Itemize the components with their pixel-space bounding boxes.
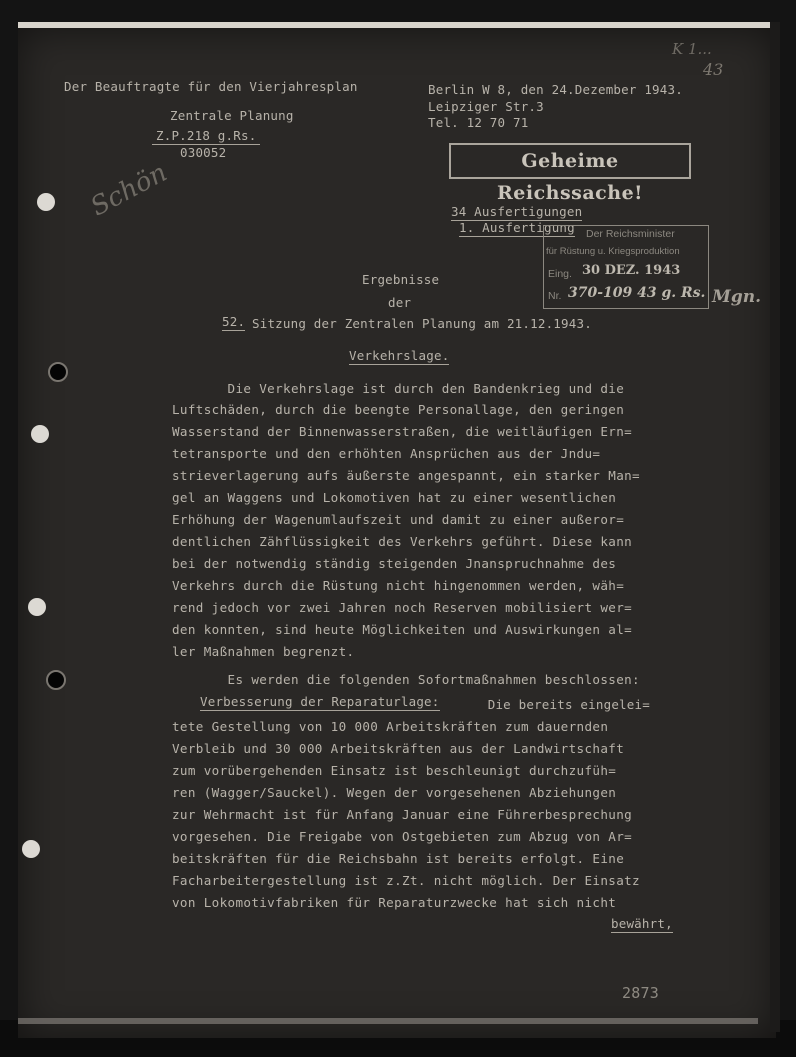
receipt-stamp — [543, 225, 709, 309]
body-line: Verbleib und 30 000 Arbeitskräften aus der Landwirtschaft — [172, 741, 625, 756]
body-line: bei der notwendig ständig steigenden Jnanspruchnahme des — [172, 556, 617, 571]
punch-hole-icon — [31, 425, 49, 443]
body-line: den konnten, sind heute Möglichkeiten und Auswirkungen al= — [172, 622, 633, 637]
body-line: zur Wehrmacht ist für Anfang Januar eine Führerbesprechung — [172, 807, 633, 822]
title-line-1: Ergebnisse — [362, 272, 440, 287]
phone-line: Tel. 12 70 71 — [428, 115, 529, 130]
title-line-3: Sitzung der Zentralen Planung am 21.12.1943. — [252, 316, 592, 331]
place-and-date: Berlin W 8, den 24.Dezember 1943. — [428, 82, 683, 97]
punch-hole-icon — [46, 670, 66, 690]
stamp-nr-value: 370-109 43 g. Rs. — [568, 285, 706, 301]
page-number: 2873 — [622, 984, 659, 1002]
body-line: Facharbeitergestellung ist z.Zt. nicht möglich. Der Einsatz — [172, 873, 640, 888]
body-line: Die bereits eingelei= — [480, 697, 650, 712]
page-edge — [770, 22, 780, 1032]
body-line: tetransporte und den erhöhten Ansprüchen aus der Jndu= — [172, 446, 601, 461]
body-line: von Lokomotivfabriken für Reparaturzwecke hat sich nicht — [172, 895, 617, 910]
punch-hole-icon — [22, 840, 40, 858]
body-line: strieverlagerung aufs äußerste angespannt, ein starker Man= — [172, 468, 640, 483]
page-turn-word: bewährt, — [611, 916, 673, 931]
body-line: Verkehrs durch die Rüstung nicht hingenommen werden, wäh= — [172, 578, 625, 593]
meeting-number: 52. — [222, 314, 246, 329]
reference-number-secondary: 030052 — [180, 145, 227, 160]
body-line: ren (Wagger/Sauckel). Wegen der vorgesehenen Abziehungen — [172, 785, 617, 800]
issuer-line: Der Beauftragte für den Vierjahresplan — [64, 79, 358, 94]
body-line: Es werden die folgenden Sofortmaßnahmen beschlossen: — [172, 672, 640, 687]
body-line: rend jedoch vor zwei Jahren noch Reserven mobilisiert wer= — [172, 600, 633, 615]
body-line: Luftschäden, durch die beengte Personallage, den geringen — [172, 402, 625, 417]
body-line: vorgesehen. Die Freigabe von Ostgebieten zum Abzug von Ar= — [172, 829, 633, 844]
body-line: Erhöhung der Wagenumlaufszeit und damit zu einer außeror= — [172, 512, 625, 527]
department-line: Zentrale Planung — [170, 108, 294, 123]
stamp-line-2: für Rüstung u. Kriegsproduktion — [546, 246, 680, 257]
body-line: gel an Waggens und Lokomotiven hat zu einer wesentlichen — [172, 490, 617, 505]
subsection-heading: Verbesserung der Reparaturlage: — [200, 694, 440, 709]
punch-hole-icon — [37, 193, 55, 211]
section-heading: Verkehrslage. — [349, 348, 450, 363]
copy-number: 1. Ausfertigung — [459, 220, 575, 235]
body-line: Die Verkehrslage ist durch den Bandenkrieg und die — [172, 381, 625, 396]
punch-hole-icon — [48, 362, 68, 382]
corner-mark-top: K 1... — [672, 40, 712, 58]
corner-mark-page: 43 — [703, 60, 724, 79]
stamp-line-1: Der Reichsminister — [586, 228, 675, 240]
body-line: dentlichen Zähflüssigkeit des Verkehrs geführt. Diese kann — [172, 534, 633, 549]
margin-signature: Schön — [86, 157, 173, 223]
body-line: tete Gestellung von 10 000 Arbeitskräften zum dauernden — [172, 719, 609, 734]
reference-number: Z.P.218 g.Rs. — [152, 128, 260, 145]
classification-stamp: Geheime Reichssache! — [449, 143, 691, 179]
stamp-nr-label: Nr. — [548, 290, 562, 302]
body-line: beitskräften für die Reichsbahn ist bereits erfolgt. Eine — [172, 851, 625, 866]
stamp-eing-date: 30 DEZ. 1943 — [582, 263, 681, 278]
punch-hole-icon — [28, 598, 46, 616]
copies-total: 34 Ausfertigungen — [451, 204, 583, 219]
body-line: zum vorübergehenden Einsatz ist beschleunigt durchzufüh= — [172, 763, 617, 778]
stamp-initials: Mgn. — [712, 287, 761, 307]
stamp-eing-label: Eing. — [548, 268, 572, 280]
body-line: ler Maßnahmen begrenzt. — [172, 644, 355, 659]
page-bottom-edge — [18, 1018, 758, 1024]
title-line-2: der — [388, 295, 412, 310]
address-line: Leipziger Str.3 — [428, 99, 544, 114]
body-line: Wasserstand der Binnenwasserstraßen, die weitläufigen Ern= — [172, 424, 633, 439]
